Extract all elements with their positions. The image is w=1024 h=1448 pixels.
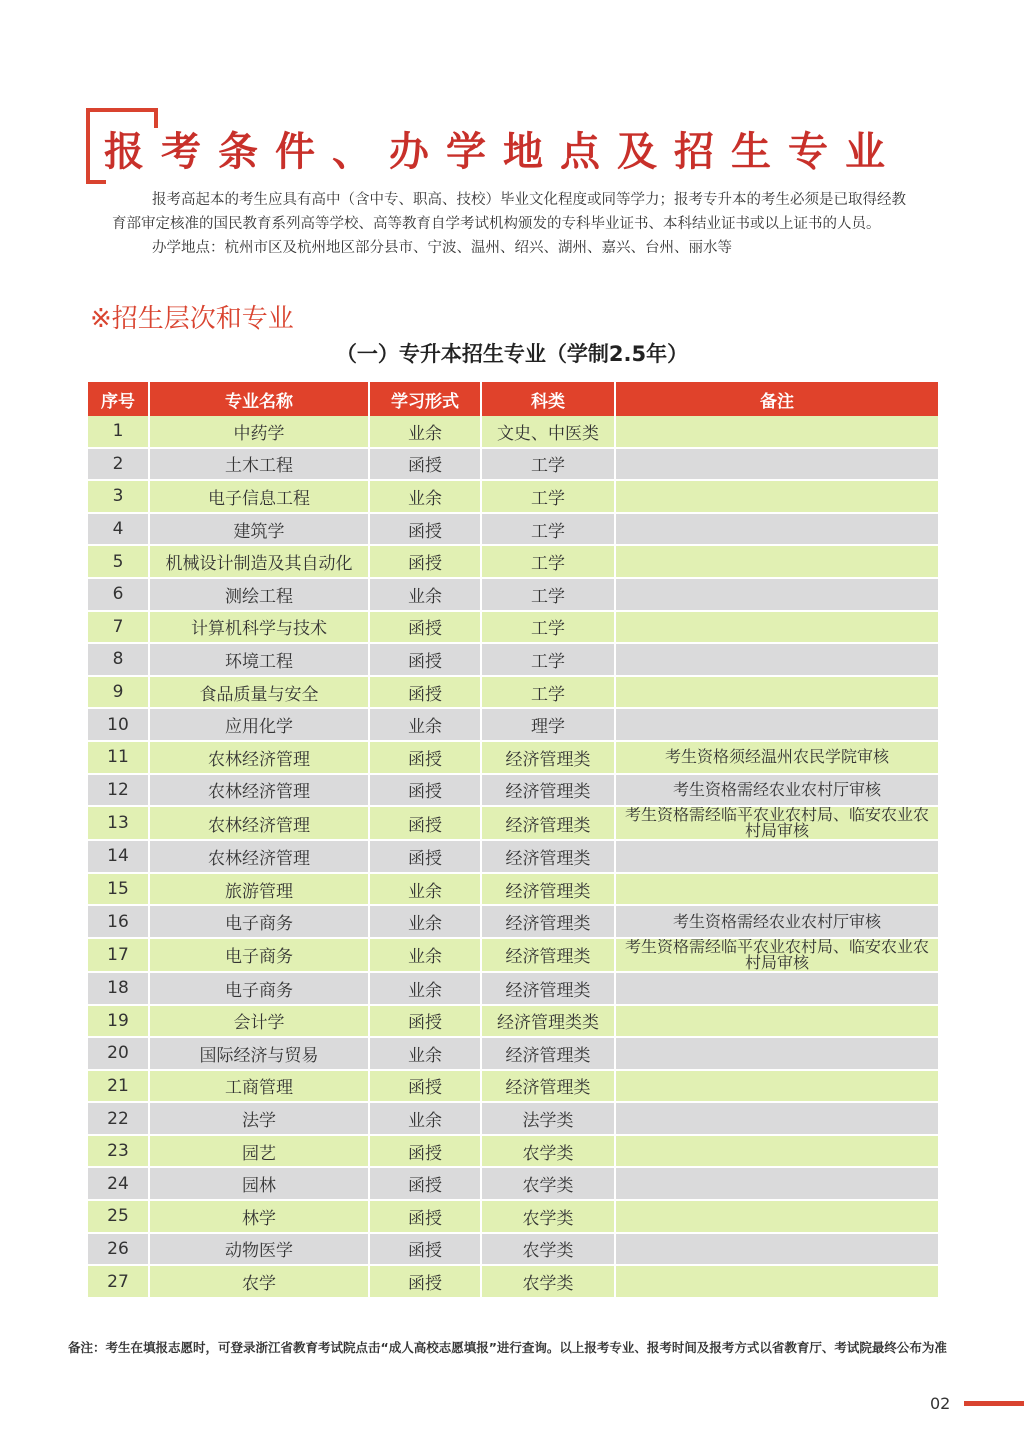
cell-mode: 函授	[369, 676, 481, 709]
majors-table	[86, 382, 940, 1299]
table-row	[87, 1135, 939, 1168]
intro-text	[112, 188, 912, 260]
cell-no: 14	[87, 840, 149, 873]
cell-no: 24	[87, 1167, 149, 1200]
cell-mode: 函授	[369, 774, 481, 807]
cell-category: 农学类	[481, 1265, 615, 1298]
cell-major: 应用化学	[149, 708, 369, 741]
cell-category: 工学	[481, 513, 615, 546]
cell-note	[615, 1167, 939, 1200]
title-frame-left	[86, 108, 90, 182]
cell-mode: 函授	[369, 1167, 481, 1200]
cell-category: 农学类	[481, 1233, 615, 1266]
cell-mode: 业余	[369, 416, 481, 448]
page-number-bar	[964, 1401, 1024, 1406]
cell-mode: 业余	[369, 480, 481, 513]
table-row	[87, 708, 939, 741]
cell-major: 工商管理	[149, 1070, 369, 1103]
cell-category: 工学	[481, 545, 615, 578]
table-row	[87, 1005, 939, 1038]
table-body	[87, 416, 939, 1298]
cell-mode: 函授	[369, 1265, 481, 1298]
cell-mode: 函授	[369, 545, 481, 578]
cell-category: 农学类	[481, 1135, 615, 1168]
cell-note: 考生资格须经温州农民学院审核	[615, 741, 939, 774]
cell-no: 11	[87, 741, 149, 774]
cell-major: 农林经济管理	[149, 741, 369, 774]
table-row	[87, 1070, 939, 1103]
cell-category: 工学	[481, 676, 615, 709]
header-category: 科类	[481, 382, 615, 416]
header-mode: 学习形式	[369, 382, 481, 416]
table-row	[87, 643, 939, 676]
cell-note: 考生资格需经农业农村厅审核	[615, 905, 939, 938]
cell-no: 12	[87, 774, 149, 807]
cell-note	[615, 708, 939, 741]
cell-major: 农学	[149, 1265, 369, 1298]
cell-major: 食品质量与安全	[149, 676, 369, 709]
cell-mode: 函授	[369, 1005, 481, 1038]
cell-no: 18	[87, 972, 149, 1005]
cell-category: 工学	[481, 611, 615, 644]
table-row	[87, 1233, 939, 1266]
table-row	[87, 806, 939, 840]
cell-category: 经济管理类	[481, 840, 615, 873]
cell-major: 测绘工程	[149, 578, 369, 611]
cell-no: 20	[87, 1037, 149, 1070]
cell-mode: 函授	[369, 806, 481, 840]
cell-category: 理学	[481, 708, 615, 741]
cell-no: 16	[87, 905, 149, 938]
cell-major: 园林	[149, 1167, 369, 1200]
cell-category: 经济管理类	[481, 1037, 615, 1070]
cell-category: 经济管理类	[481, 938, 615, 972]
cell-note	[615, 676, 939, 709]
cell-mode: 业余	[369, 972, 481, 1005]
cell-major: 会计学	[149, 1005, 369, 1038]
page-title: 报考条件、办学地点及招生专业	[104, 128, 902, 175]
cell-note	[615, 513, 939, 546]
cell-no: 9	[87, 676, 149, 709]
cell-mode: 业余	[369, 938, 481, 972]
cell-major: 电子商务	[149, 938, 369, 972]
cell-mode: 函授	[369, 840, 481, 873]
footnote: 备注：考生在填报志愿时，可登录浙江省教育考试院点击“成人高校志愿填报”进行查询。以上报考专业、报考时间及报考方式以省教育厅、考试院最终公布为准	[68, 1340, 947, 1355]
cell-major: 国际经济与贸易	[149, 1037, 369, 1070]
table-row	[87, 873, 939, 906]
cell-note	[615, 1102, 939, 1135]
cell-category: 经济管理类	[481, 1070, 615, 1103]
cell-major: 中药学	[149, 416, 369, 448]
cell-category: 经济管理类	[481, 806, 615, 840]
cell-major: 电子信息工程	[149, 480, 369, 513]
requirements-paragraph: 报考高起本的考生应具有高中（含中专、职高、技校）毕业文化程度或同等学力；报考专升本的考生必须是已取得经教育部审定核准的国民教育系列高等学校、高等教育自学考试机构颁发的专科毕业证书、本科结业证书或以上证书的人员。	[112, 192, 906, 232]
cell-mode: 函授	[369, 1135, 481, 1168]
cell-major: 农林经济管理	[149, 774, 369, 807]
cell-no: 3	[87, 480, 149, 513]
cell-category: 工学	[481, 643, 615, 676]
table-row	[87, 1265, 939, 1298]
cell-no: 15	[87, 873, 149, 906]
cell-no: 27	[87, 1265, 149, 1298]
table-row	[87, 905, 939, 938]
table-row	[87, 611, 939, 644]
cell-mode: 业余	[369, 708, 481, 741]
cell-mode: 业余	[369, 1102, 481, 1135]
cell-note	[615, 1135, 939, 1168]
cell-no: 8	[87, 643, 149, 676]
locations-paragraph: 办学地点：杭州市区及杭州地区部分县市、宁波、温州、绍兴、湖州、嘉兴、台州、丽水等	[152, 240, 732, 256]
cell-mode: 函授	[369, 611, 481, 644]
cell-no: 4	[87, 513, 149, 546]
table-row	[87, 1102, 939, 1135]
cell-note: 考生资格需经临平农业农村局、临安农业农村局审核	[615, 806, 939, 840]
cell-no: 13	[87, 806, 149, 840]
cell-major: 旅游管理	[149, 873, 369, 906]
cell-mode: 业余	[369, 1037, 481, 1070]
section-heading: ※招生层次和专业	[90, 304, 294, 334]
cell-major: 环境工程	[149, 643, 369, 676]
cell-category: 工学	[481, 578, 615, 611]
cell-category: 农学类	[481, 1167, 615, 1200]
page-number: 02	[930, 1394, 951, 1413]
cell-no: 17	[87, 938, 149, 972]
cell-major: 机械设计制造及其自动化	[149, 545, 369, 578]
table-row	[87, 1037, 939, 1070]
cell-category: 经济管理类	[481, 873, 615, 906]
cell-category: 工学	[481, 448, 615, 481]
cell-major: 动物医学	[149, 1233, 369, 1266]
cell-mode: 业余	[369, 905, 481, 938]
table-row	[87, 1200, 939, 1233]
table-row	[87, 774, 939, 807]
cell-mode: 函授	[369, 1233, 481, 1266]
table-row	[87, 938, 939, 972]
cell-mode: 函授	[369, 643, 481, 676]
header-note: 备注	[615, 382, 939, 416]
cell-major: 法学	[149, 1102, 369, 1135]
table-title: （一）专升本招生专业（学制2.5年）	[335, 342, 689, 366]
cell-no: 6	[87, 578, 149, 611]
cell-note	[615, 840, 939, 873]
cell-category: 工学	[481, 480, 615, 513]
cell-note	[615, 545, 939, 578]
table-row	[87, 578, 939, 611]
cell-no: 7	[87, 611, 149, 644]
cell-major: 电子商务	[149, 972, 369, 1005]
cell-note	[615, 1233, 939, 1266]
cell-note: 考生资格需经临平农业农村局、临安农业农村局审核	[615, 938, 939, 972]
cell-note	[615, 416, 939, 448]
cell-category: 经济管理类	[481, 741, 615, 774]
cell-mode: 函授	[369, 1200, 481, 1233]
cell-note	[615, 1265, 939, 1298]
cell-category: 经济管理类	[481, 905, 615, 938]
cell-mode: 函授	[369, 448, 481, 481]
cell-note	[615, 611, 939, 644]
cell-note	[615, 448, 939, 481]
table-row	[87, 1167, 939, 1200]
cell-mode: 函授	[369, 513, 481, 546]
title-frame-bottom	[86, 180, 106, 184]
cell-no: 19	[87, 1005, 149, 1038]
cell-mode: 业余	[369, 873, 481, 906]
cell-no: 2	[87, 448, 149, 481]
cell-note	[615, 1070, 939, 1103]
cell-no: 25	[87, 1200, 149, 1233]
cell-major: 农林经济管理	[149, 806, 369, 840]
table-row	[87, 741, 939, 774]
title-frame-top	[86, 108, 158, 112]
table-row	[87, 840, 939, 873]
cell-note	[615, 578, 939, 611]
table-row	[87, 972, 939, 1005]
cell-note	[615, 972, 939, 1005]
cell-no: 21	[87, 1070, 149, 1103]
cell-category: 农学类	[481, 1200, 615, 1233]
cell-major: 建筑学	[149, 513, 369, 546]
cell-category: 经济管理类	[481, 774, 615, 807]
cell-note	[615, 480, 939, 513]
cell-no: 10	[87, 708, 149, 741]
table-header-row	[87, 382, 939, 416]
cell-major: 计算机科学与技术	[149, 611, 369, 644]
cell-note	[615, 1005, 939, 1038]
cell-major: 土木工程	[149, 448, 369, 481]
cell-category: 法学类	[481, 1102, 615, 1135]
cell-no: 26	[87, 1233, 149, 1266]
table-row	[87, 513, 939, 546]
table-row	[87, 676, 939, 709]
cell-mode: 函授	[369, 741, 481, 774]
cell-note	[615, 643, 939, 676]
cell-category: 经济管理类类	[481, 1005, 615, 1038]
cell-note	[615, 1037, 939, 1070]
header-major: 专业名称	[149, 382, 369, 416]
cell-major: 园艺	[149, 1135, 369, 1168]
cell-no: 22	[87, 1102, 149, 1135]
table-row	[87, 480, 939, 513]
cell-note: 考生资格需经农业农村厅审核	[615, 774, 939, 807]
cell-category: 经济管理类	[481, 972, 615, 1005]
cell-mode: 函授	[369, 1070, 481, 1103]
table-row	[87, 416, 939, 448]
table-row	[87, 545, 939, 578]
header-no: 序号	[87, 382, 149, 416]
cell-note	[615, 1200, 939, 1233]
cell-no: 1	[87, 416, 149, 448]
cell-no: 23	[87, 1135, 149, 1168]
cell-major: 农林经济管理	[149, 840, 369, 873]
cell-category: 文史、中医类	[481, 416, 615, 448]
cell-major: 电子商务	[149, 905, 369, 938]
table-row	[87, 448, 939, 481]
cell-no: 5	[87, 545, 149, 578]
cell-major: 林学	[149, 1200, 369, 1233]
cell-note	[615, 873, 939, 906]
cell-mode: 业余	[369, 578, 481, 611]
